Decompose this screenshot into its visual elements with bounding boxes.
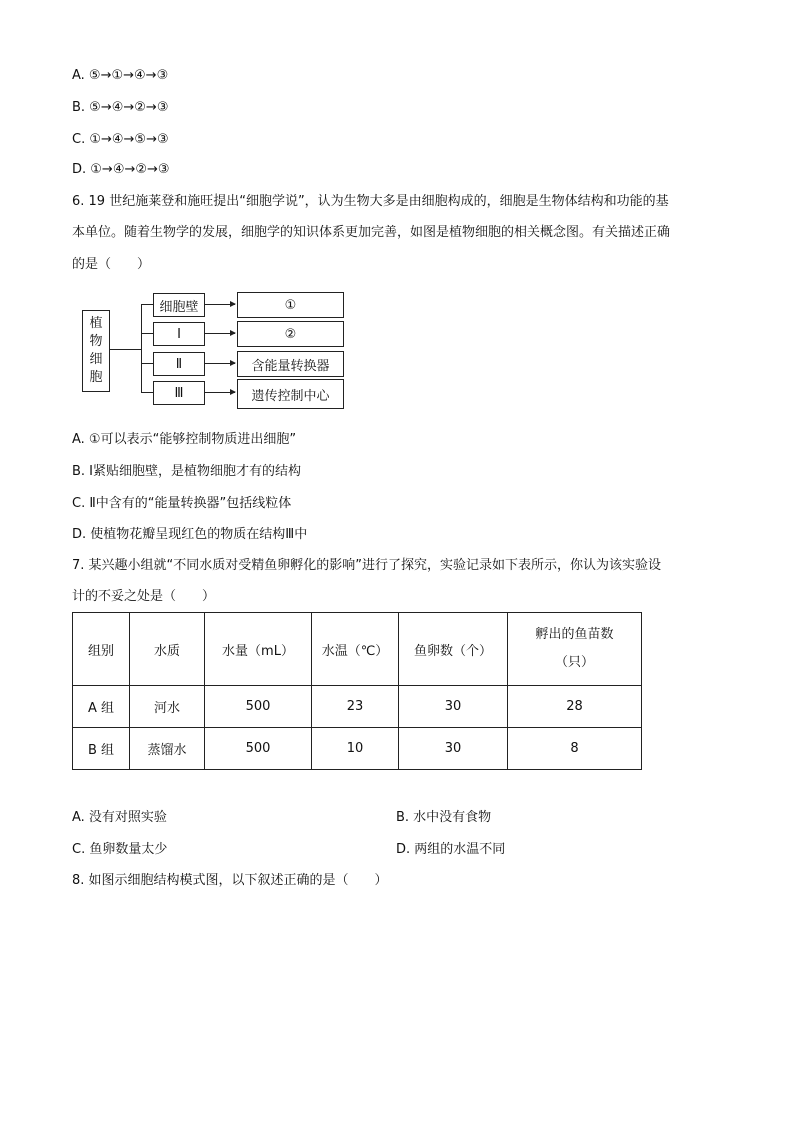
diagram-structure-ii: Ⅱ bbox=[153, 352, 205, 376]
table-cell: 河水 bbox=[130, 686, 205, 728]
arrow bbox=[205, 363, 235, 364]
q5-option-c: C. ①→④→⑤→③ bbox=[72, 132, 169, 147]
table-header-cell: 水量（mL） bbox=[205, 613, 312, 686]
table-cell: 23 bbox=[312, 686, 399, 728]
q6-stem-line2: 本单位。随着生物学的发展，细胞学的知识体系更加完善，如图是植物细胞的相关概念图。有关描述正确 bbox=[72, 225, 671, 240]
diagram-blank-1: ① bbox=[237, 292, 344, 318]
q6-option-c: C. Ⅱ中含有的“能量转换器”包括线粒体 bbox=[72, 496, 292, 511]
q6-stem-line1: 6. 19 世纪施莱登和施旺提出“细胞学说”，认为生物大多是由细胞构成的，细胞是生物体结构和功能的基 bbox=[72, 194, 669, 209]
diagram-genetic-control-center: 遗传控制中心 bbox=[237, 379, 344, 409]
plant-cell-concept-diagram bbox=[82, 292, 352, 412]
table-cell: 30 bbox=[399, 686, 508, 728]
table-cell: 10 bbox=[312, 728, 399, 770]
arrow bbox=[205, 304, 235, 305]
diagram-blank-2: ② bbox=[237, 321, 344, 347]
q5-option-d: D. ①→④→②→③ bbox=[72, 162, 170, 177]
q6-option-b: B. Ⅰ紧贴细胞壁，是植物细胞才有的结构 bbox=[72, 464, 302, 479]
arrow bbox=[205, 392, 235, 393]
q7-stem-line2: 计的不妥之处是（ ） bbox=[72, 589, 216, 604]
q5-option-a: A. ⑤→①→④→③ bbox=[72, 68, 169, 83]
root-char: 胞 bbox=[89, 370, 103, 385]
table-header-cell: 组别 bbox=[73, 613, 130, 686]
q6-stem-line3: 的是（ ） bbox=[72, 257, 151, 272]
table-cell: 30 bbox=[399, 728, 508, 770]
table-header-cell: 水温（℃） bbox=[312, 613, 399, 686]
diagram-root-plant-cell bbox=[82, 310, 110, 392]
root-char: 植 bbox=[89, 316, 103, 331]
q7-option-d: D. 两组的水温不同 bbox=[396, 842, 506, 857]
q7-stem-line1: 7. 某兴趣小组就“不同水质对受精鱼卵孵化的影响”进行了探究，实验记录如下表所示，你认为该实验设 bbox=[72, 558, 662, 573]
connector bbox=[141, 304, 153, 305]
table-cell: A 组 bbox=[73, 686, 130, 728]
diagram-structure-iii: Ⅲ bbox=[153, 381, 205, 405]
table-row bbox=[73, 686, 642, 728]
connector bbox=[141, 304, 142, 393]
q7-option-b: B. 水中没有食物 bbox=[396, 810, 492, 825]
q8-stem: 8. 如图示细胞结构模式图，以下叙述正确的是（ ） bbox=[72, 873, 388, 888]
header-hatched-label: 孵出的鱼苗数 bbox=[535, 627, 614, 642]
table-header-cell: 水质 bbox=[130, 613, 205, 686]
table-cell: 蒸馏水 bbox=[130, 728, 205, 770]
root-char: 细 bbox=[89, 352, 103, 367]
table-header-cell: 鱼卵数（个） bbox=[399, 613, 508, 686]
connector bbox=[141, 363, 153, 364]
table-cell: 500 bbox=[205, 728, 312, 770]
connector bbox=[141, 392, 153, 393]
q6-option-a: A. ①可以表示“能够控制物质进出细胞” bbox=[72, 432, 297, 447]
q5-option-b: B. ⑤→④→②→③ bbox=[72, 100, 169, 115]
table-cell: B 组 bbox=[73, 728, 130, 770]
table-header-row bbox=[73, 613, 642, 686]
q6-option-d: D. 使植物花瓣呈现红色的物质在结构Ⅲ中 bbox=[72, 527, 308, 542]
arrow bbox=[205, 333, 235, 334]
q7-option-c: C. 鱼卵数量太少 bbox=[72, 842, 168, 857]
connector bbox=[141, 333, 153, 334]
header-hatched-unit: （只） bbox=[554, 655, 594, 670]
table-header-cell bbox=[508, 613, 642, 686]
experiment-table bbox=[72, 612, 642, 770]
table-cell: 500 bbox=[205, 686, 312, 728]
root-char: 物 bbox=[89, 334, 103, 349]
diagram-energy-converter: 含能量转换器 bbox=[237, 351, 344, 377]
connector bbox=[109, 349, 141, 350]
q7-option-a: A. 没有对照实验 bbox=[72, 810, 167, 825]
diagram-cell-wall: 细胞壁 bbox=[153, 293, 205, 317]
diagram-structure-i: Ⅰ bbox=[153, 322, 205, 346]
table-row bbox=[73, 728, 642, 770]
table-cell: 8 bbox=[508, 728, 642, 770]
table-cell: 28 bbox=[508, 686, 642, 728]
